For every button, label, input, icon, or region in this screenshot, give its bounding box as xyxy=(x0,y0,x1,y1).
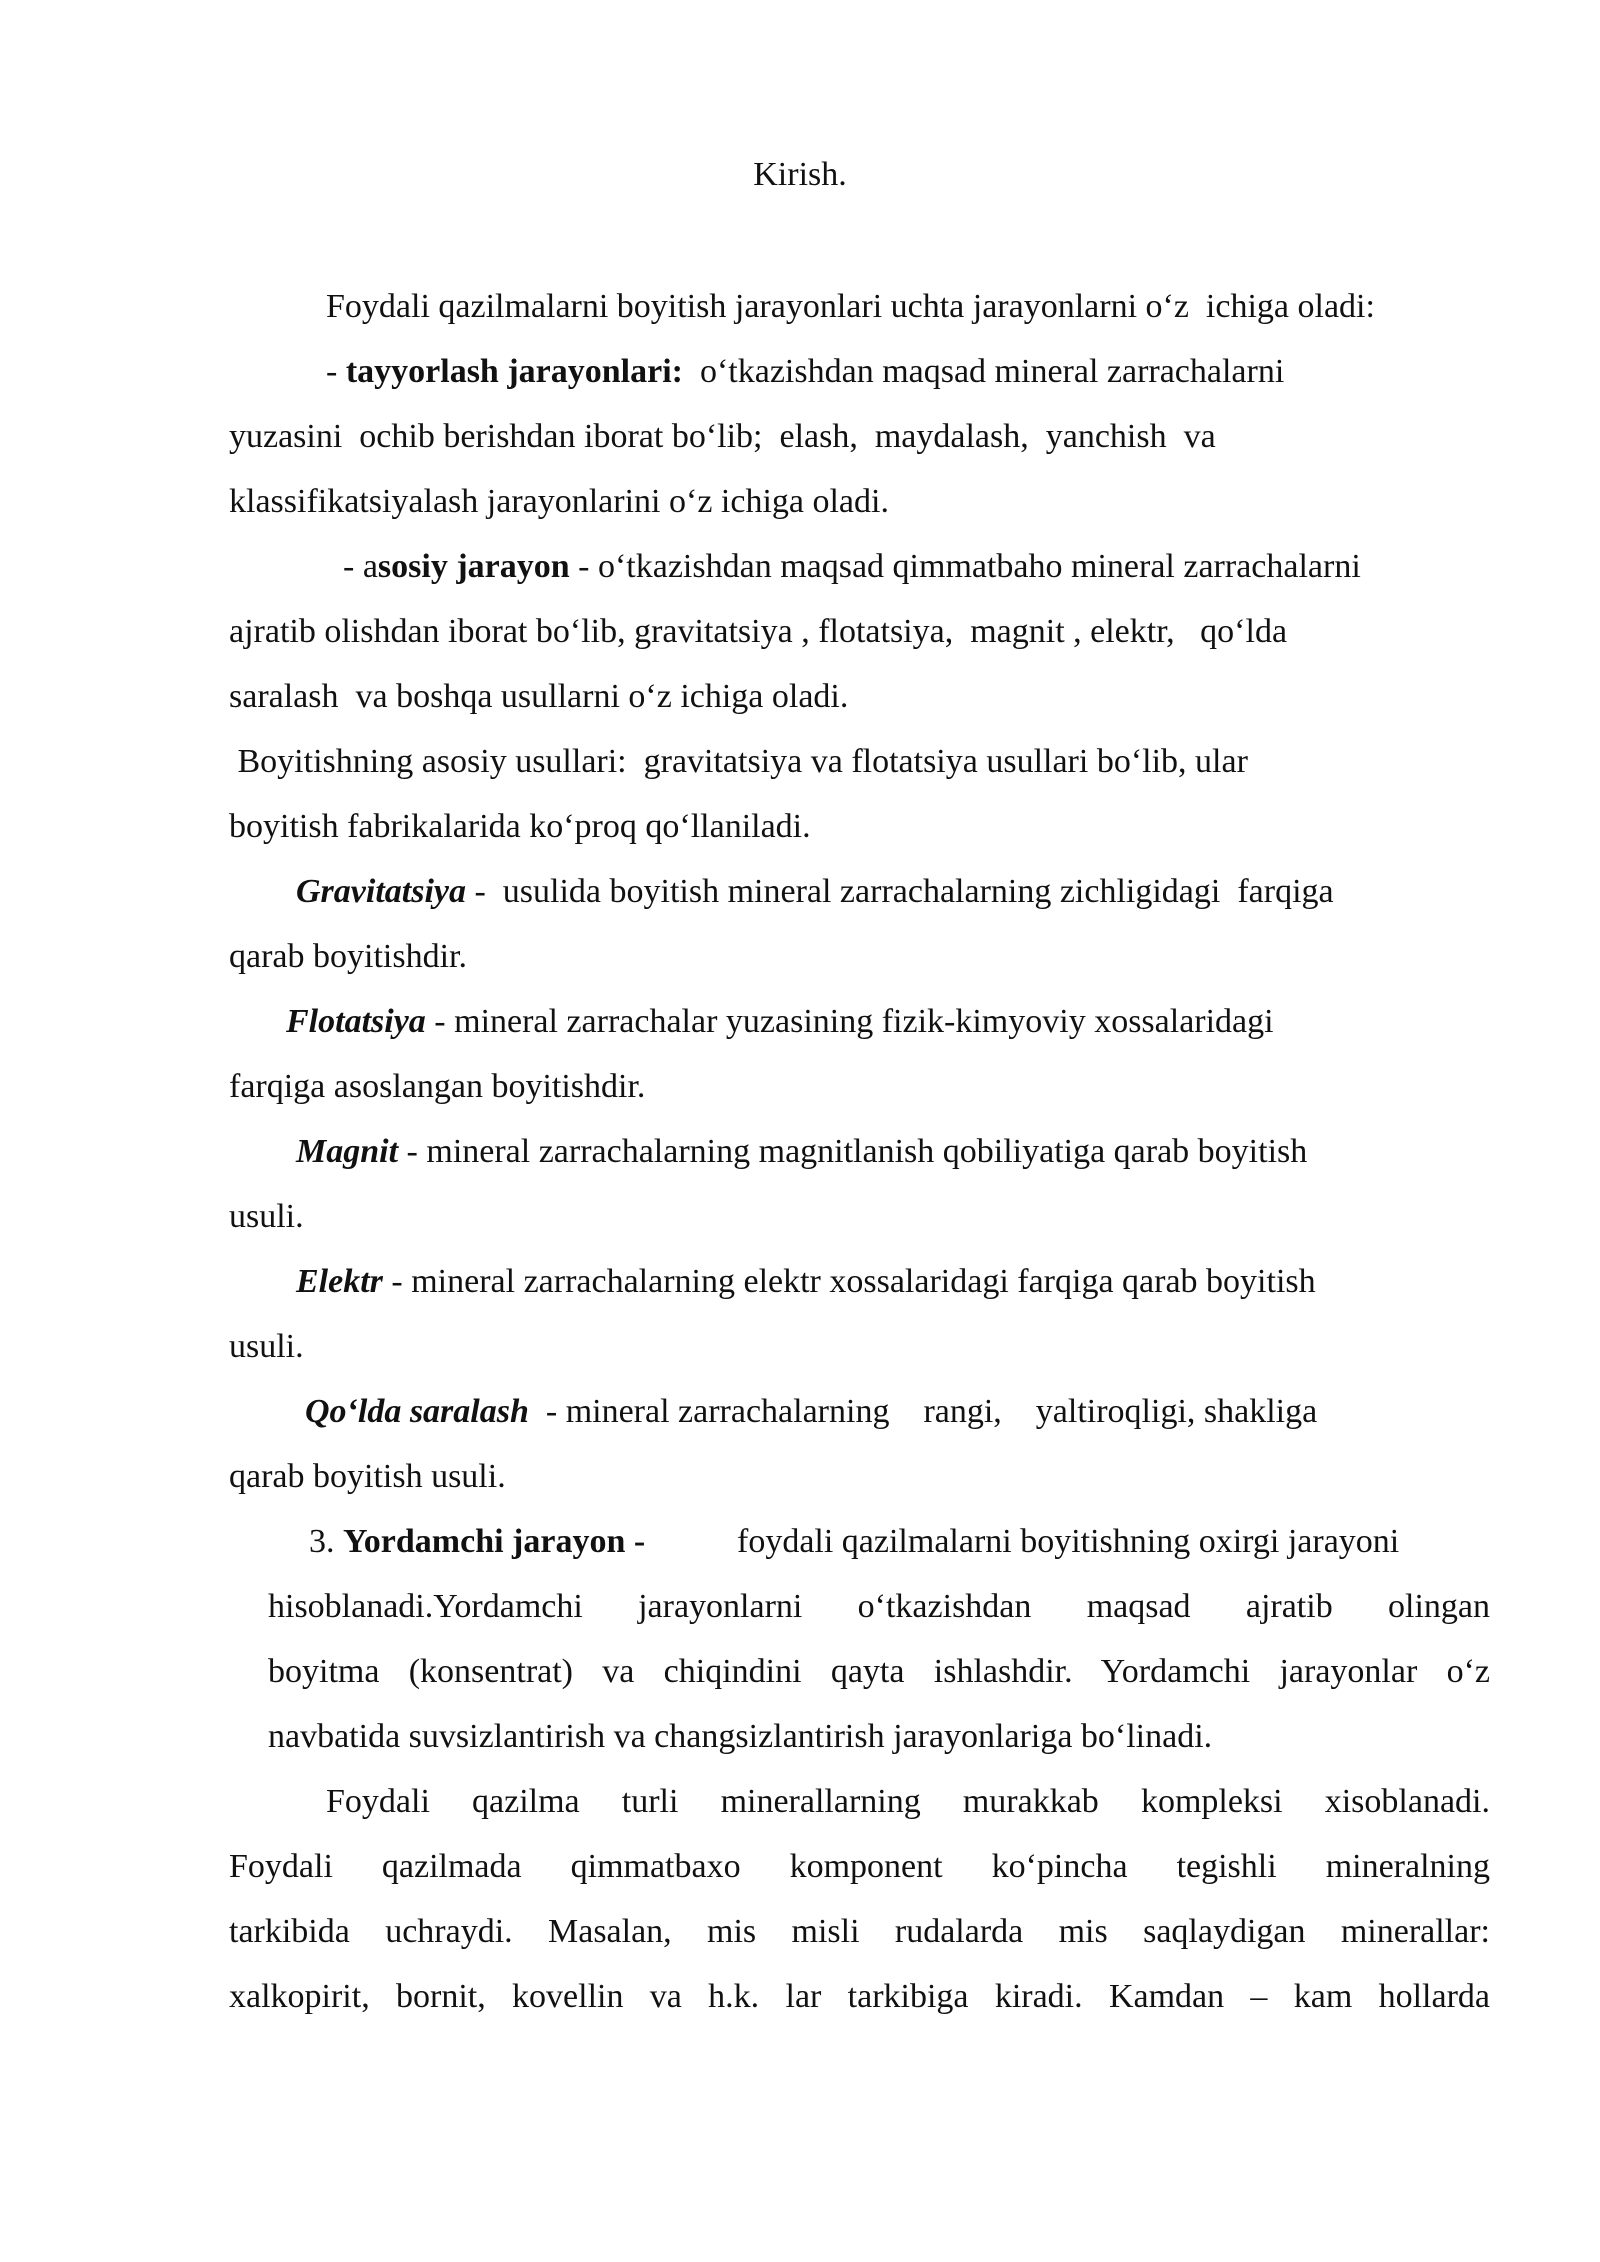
paragraph-line: Magnit - mineral zarrachalarning magnitlanish qobiliyatiga qarab boyitish xyxy=(296,1133,1308,1170)
paragraph-line: Foydali qazilma turli minerallarning murakkab kompleksi xisoblanadi. xyxy=(326,1783,1490,1820)
paragraph-line: qarab boyitishdir. xyxy=(229,938,467,975)
paragraph-line: Flotatsiya - mineral zarrachalar yuzasining fizik-kimyoviy xossalaridagi xyxy=(286,1003,1274,1040)
paragraph-line: Qo‘lda saralash - mineral zarrachalarning rangi, yaltiroqligi, shakliga xyxy=(305,1393,1318,1430)
paragraph-line: boyitma (konsentrat) va chiqindini qayta ishlashdir. Yordamchi jarayonlar o‘z xyxy=(268,1653,1490,1690)
paragraph-line: foydali qazilmalarni boyitishning oxirgi jarayoni xyxy=(737,1523,1400,1560)
term-elektr: Elektr xyxy=(296,1263,383,1300)
paragraph-line: klassifikatsiyalash jarayonlarini o‘z ichiga oladi. xyxy=(229,483,889,520)
term-magnit: Magnit xyxy=(296,1133,399,1170)
term-tayyorlash: tayyorlash jarayonlari: xyxy=(345,353,683,390)
paragraph-line: tarkibida uchraydi. Masalan, mis misli rudalarda mis saqlaydigan minerallar: xyxy=(229,1913,1490,1950)
paragraph-line: xalkopirit, bornit, kovellin va h.k. lar tarkibiga kiradi. Kamdan – kam hollarda xyxy=(229,1978,1490,2015)
paragraph-line: navbatida suvsizlantirish va changsizlantirish jarayonlariga bo‘linadi. xyxy=(268,1718,1213,1755)
paragraph-line: farqiga asoslangan boyitishdir. xyxy=(229,1068,646,1105)
paragraph-line: saralash va boshqa usullarni o‘z ichiga oladi. xyxy=(229,678,849,715)
intro-line: Foydali qazilmalarni boyitish jarayonlari uchta jarayonlarni o‘z ichiga oladi: xyxy=(326,288,1375,325)
term-flotatsiya: Flotatsiya xyxy=(286,1003,426,1040)
term-gravitatsiya: Gravitatsiya xyxy=(296,873,466,910)
paragraph-line: ajratib olishdan iborat bo‘lib, gravitatsiya , flotatsiya, magnit , elektr, qo‘lda xyxy=(229,613,1288,650)
paragraph-line: Gravitatsiya - usulida boyitish mineral zarrachalarning zichligidagi farqiga xyxy=(296,873,1334,910)
paragraph-line: Boyitishning asosiy usullari: gravitatsiya va flotatsiya usullari bo‘lib, ular xyxy=(229,743,1248,780)
list-number: 3. xyxy=(309,1523,335,1560)
term-yordamchi: Yordamchi jarayon - xyxy=(343,1523,646,1560)
paragraph-line: boyitish fabrikalarida ko‘proq qo‘llaniladi. xyxy=(229,808,811,845)
page-title: Kirish. xyxy=(753,156,847,193)
paragraph-line: - asosiy jarayon - o‘tkazishdan maqsad qimmatbaho mineral zarrachalarni xyxy=(343,548,1361,585)
paragraph-line: Foydali qazilmada qimmatbaxo komponent ko‘pincha tegishli mineralning xyxy=(229,1848,1490,1885)
paragraph-line xyxy=(309,1522,645,1562)
paragraph-line: hisoblanadi.Yordamchi jarayonlarni o‘tkazishdan maqsad ajratib olingan xyxy=(268,1588,1490,1625)
paragraph-line: qarab boyitish usuli. xyxy=(229,1458,506,1495)
term-asosiy: sosiy jarayon xyxy=(377,548,570,585)
paragraph-line: yuzasini ochib berishdan iborat bo‘lib; elash, maydalash, yanchish va xyxy=(229,418,1216,455)
paragraph-line: - tayyorlash jarayonlari: o‘tkazishdan maqsad mineral zarrachalarni xyxy=(326,353,1285,390)
term-qolda-saralash: Qo‘lda saralash xyxy=(305,1393,529,1430)
paragraph-line: usuli. xyxy=(229,1328,304,1365)
paragraph-line: Elektr - mineral zarrachalarning elektr xossalaridagi farqiga qarab boyitish xyxy=(296,1263,1316,1300)
paragraph-line: usuli. xyxy=(229,1198,304,1235)
